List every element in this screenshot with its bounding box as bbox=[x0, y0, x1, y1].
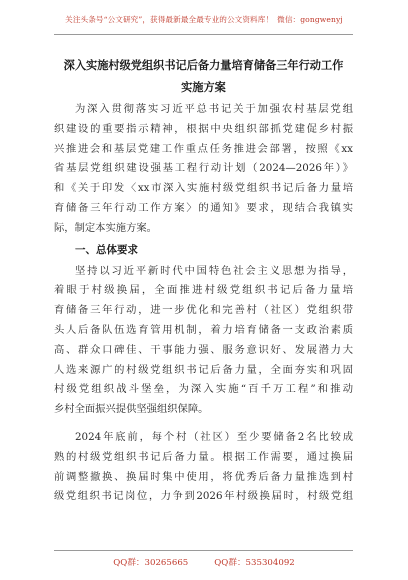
text-line: 头人后备队伍选育管用机制，着力培育储备一支政治素质 bbox=[54, 323, 353, 336]
text-line: 村级党组织战斗堡垒，为深入实施“百千万工程”和推动 bbox=[54, 383, 353, 396]
header-divider bbox=[54, 34, 353, 35]
text-line: 际，制定本实施方案。 bbox=[54, 221, 157, 234]
banner-wechat-text: 微信：gongwenyj bbox=[277, 15, 343, 24]
document-title-line-2: 实施方案 bbox=[181, 81, 226, 94]
text-line: 和《关于印发〈xx市深入实施村级党组织书记后备力量培 bbox=[54, 182, 353, 195]
footer-qq-group-1: QQ群：30265665 bbox=[113, 558, 189, 568]
footer-qq-group-2: QQ群：535304092 bbox=[214, 558, 295, 568]
section-paragraph-2 bbox=[54, 428, 353, 507]
text-line: 人选来源广的村级党组织书记后备力量，全面夯实和巩固 bbox=[54, 363, 353, 376]
text-line: 为深入贯彻落实习近平总书记关于加强农村基层党组 bbox=[75, 103, 353, 115]
intro-paragraph bbox=[54, 100, 353, 239]
top-banner bbox=[0, 14, 408, 25]
text-line: 级党组织书记岗位，力争到2026年村级换届时，村级党组 bbox=[54, 490, 353, 503]
section-heading: 一、总体要求 bbox=[75, 243, 138, 256]
document-title-line-1: 深入实施村级党组织书记后备力量培育储备三年行动工作 bbox=[63, 59, 344, 72]
text-line: 省基层党组织建设强基工程行动计划（2024—2026年）》 bbox=[54, 162, 353, 175]
section-paragraph-1 bbox=[54, 262, 353, 420]
text-line: 熟的村级党组织书记后备力量。根据工作需要，通过换届 bbox=[54, 450, 353, 463]
banner-promo-text: 关注头条号“公文研究”，获得最新最全最专业的公文资料库！ bbox=[65, 15, 274, 24]
text-line: 高、群众口碑佳、干事能力强、服务意识好、发展潜力大 bbox=[54, 343, 353, 356]
footer-divider bbox=[54, 550, 353, 551]
text-line: 乡村全面振兴提供坚强组织保障。 bbox=[54, 403, 209, 416]
document-body bbox=[54, 100, 353, 507]
text-line: 2024年底前，每个村（社区）至少要储备2名比较成 bbox=[75, 430, 353, 443]
text-line: 织建设的重要指示精神，根据中央组织部抓党建促乡村振 bbox=[54, 122, 353, 135]
text-line: 前调整撤换、换届时集中使用，将优秀后备力量推选到村 bbox=[54, 470, 353, 483]
text-line: 育储备三年行动，进一步优化和完善村（社区）党组织带 bbox=[54, 304, 353, 317]
text-line: 着眼于村级换届，全面推进村级党组织书记后备力量培 bbox=[54, 284, 353, 297]
text-line: 育储备三年行动工作方案〉的通知》要求，现结合我镇实 bbox=[54, 201, 353, 214]
footer bbox=[0, 556, 408, 568]
text-line: 坚持以习近平新时代中国特色社会主义思想为指导， bbox=[75, 264, 353, 277]
text-line: 兴推进会和基层党建工作重点任务推进会部署，按照《xx bbox=[54, 142, 353, 155]
